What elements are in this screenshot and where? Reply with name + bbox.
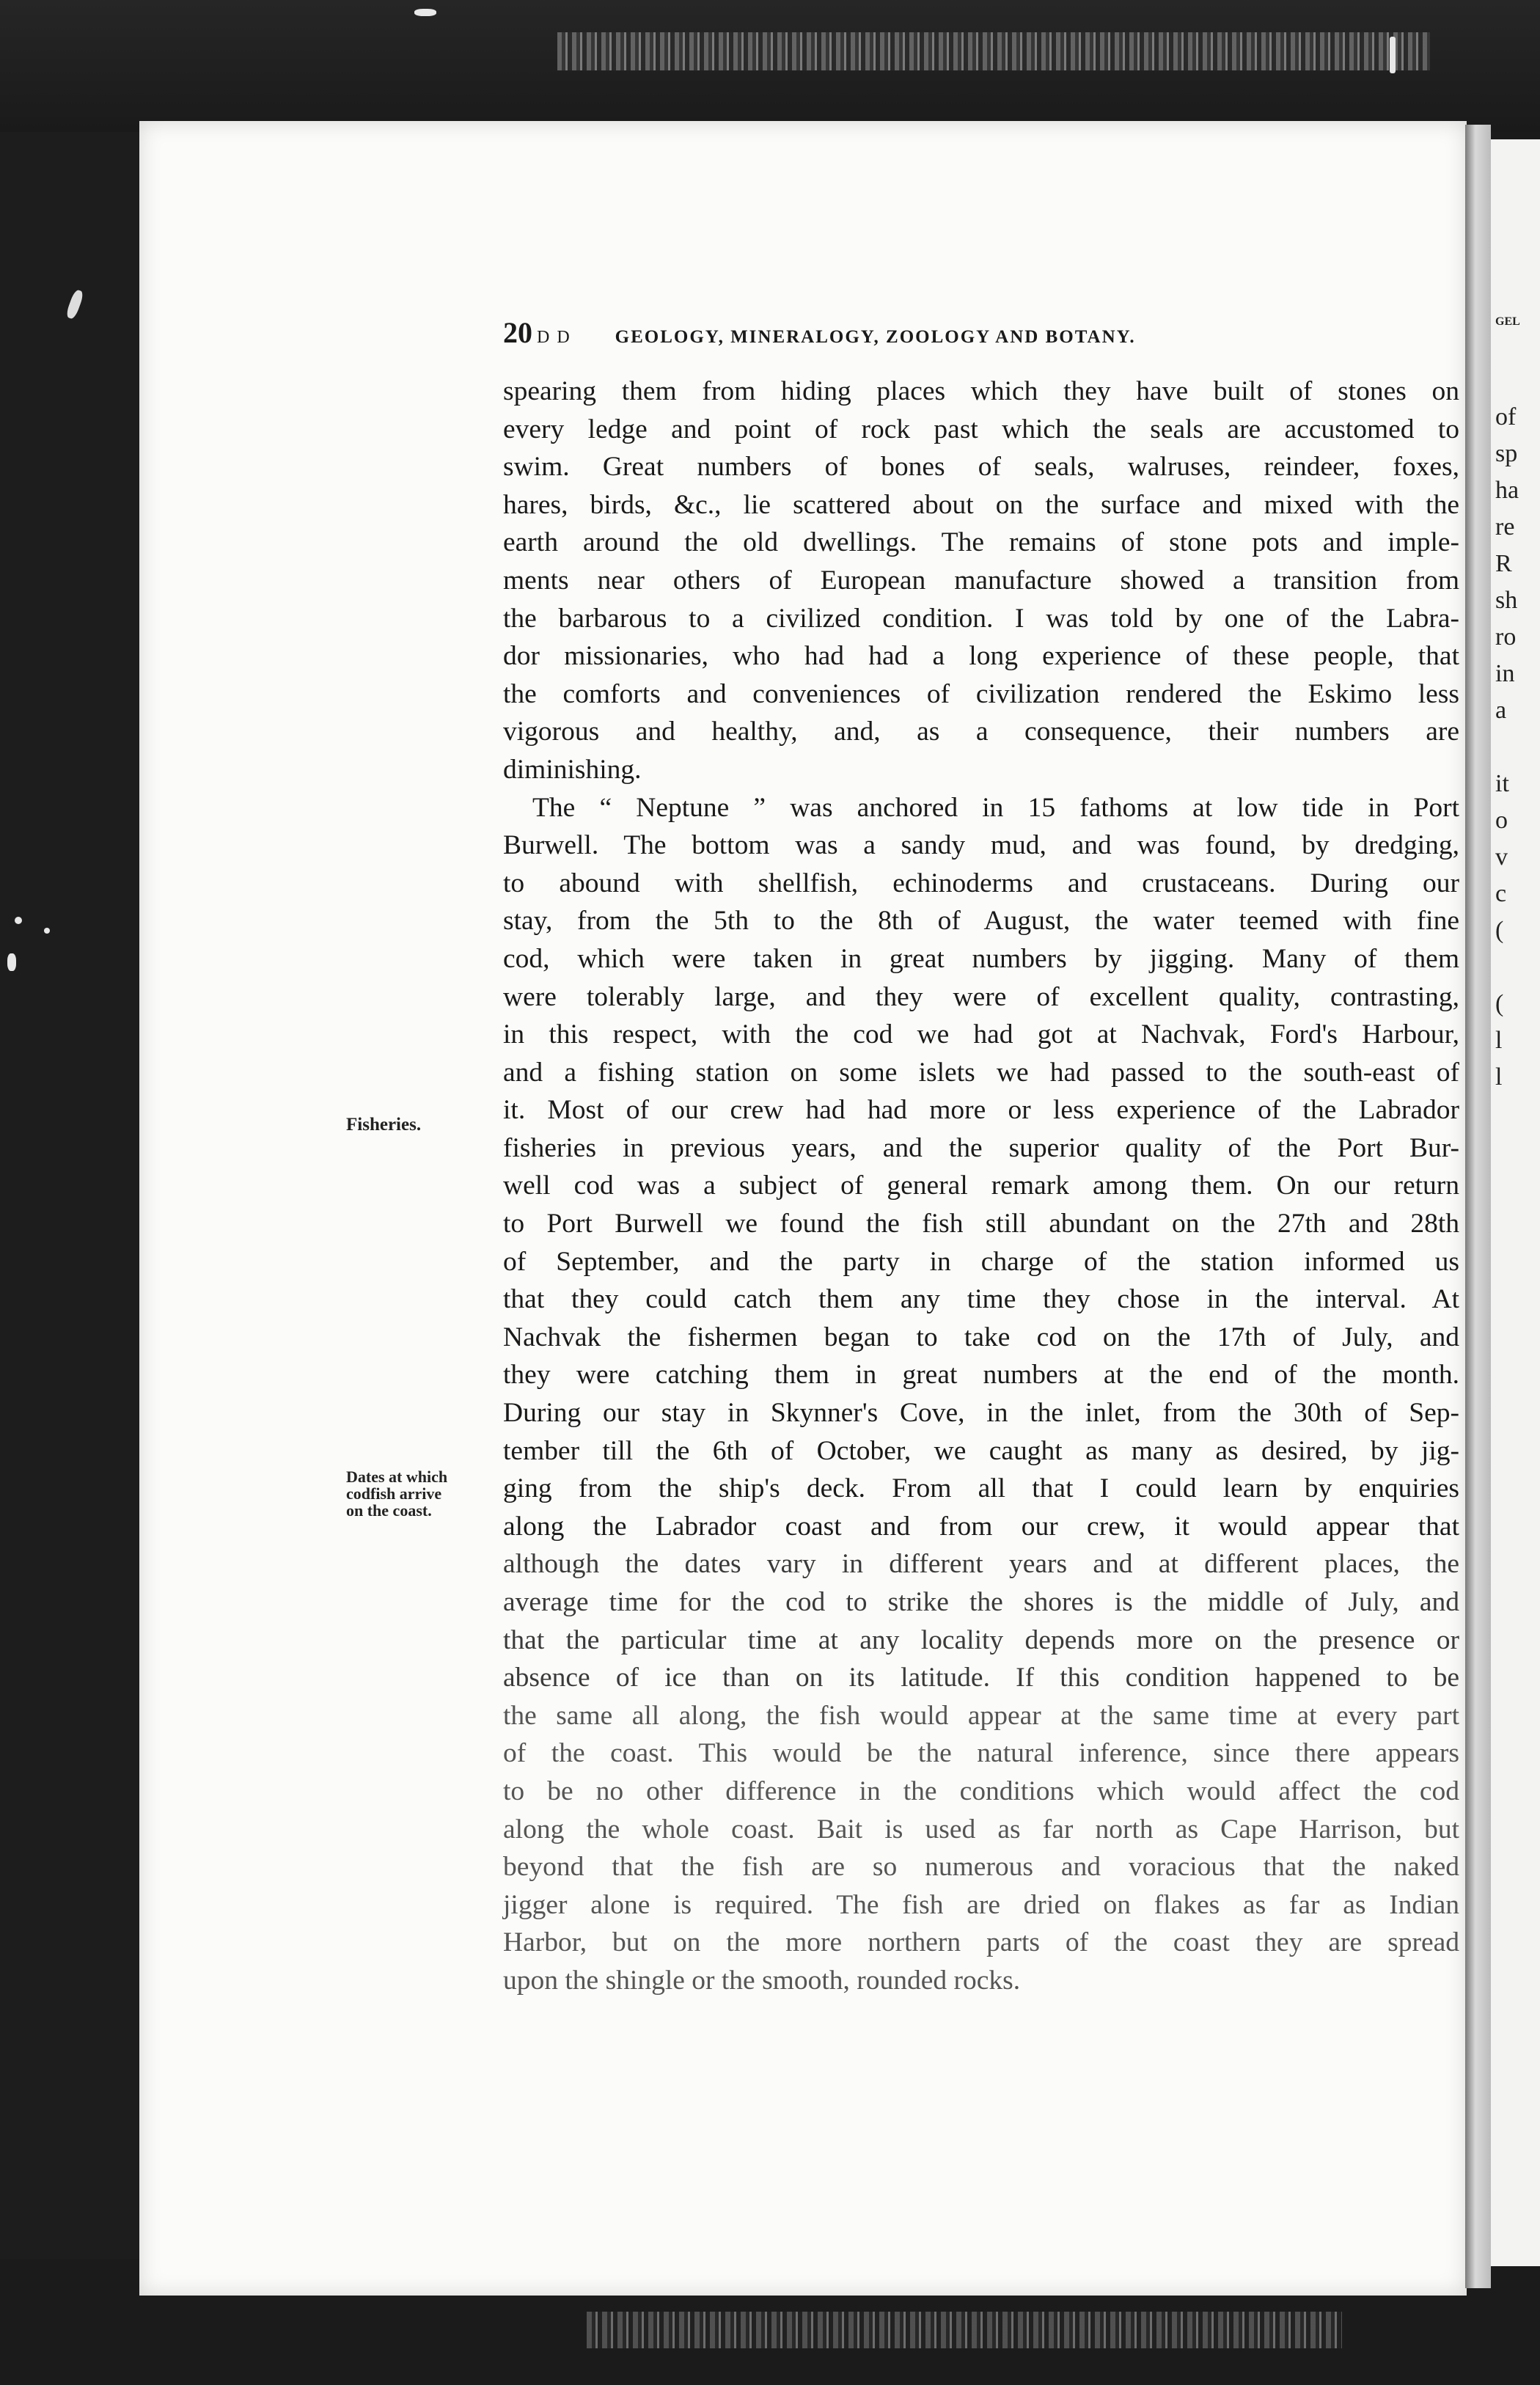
text-line: it. Most of our crew had had more or less experience of the Labrador xyxy=(503,1095,1459,1126)
text-line: the comforts and conveniences of civilization rendered the Eskimo less xyxy=(503,678,1459,709)
facing-page-text: ( xyxy=(1495,990,1504,1017)
sidenote-line: codfish arrive xyxy=(346,1484,442,1503)
text-line: to be no other difference in the conditions which would affect the cod xyxy=(503,1776,1459,1806)
text-line: ments near others of European manufacture showed a transition from xyxy=(503,565,1459,596)
text-line: swim. Great numbers of bones of seals, walruses, reindeer, foxes, xyxy=(503,452,1459,483)
text-line: stay, from the 5th to the 8th of August, the water teemed with fine xyxy=(503,906,1459,937)
text-line: they were catching them in great numbers at the end of the month. xyxy=(503,1360,1459,1391)
text-line: along the Labrador coast and from our crew, it would appear that xyxy=(503,1511,1459,1542)
facing-page-text: ro xyxy=(1495,623,1517,651)
text-line: vigorous and healthy, and, as a consequence, their numbers are xyxy=(503,717,1459,747)
facing-page-text: a xyxy=(1495,697,1507,724)
facing-page-text: ( xyxy=(1495,917,1504,944)
page-gutter-edge xyxy=(1465,125,1491,2288)
facing-page-text: it xyxy=(1495,770,1509,797)
text-line: were tolerably large, and they were of excellent quality, contrasting, xyxy=(503,981,1459,1012)
sidenote-line: on the coast. xyxy=(346,1501,432,1520)
facing-page-text: R xyxy=(1495,550,1512,577)
text-line: fisheries in previous years, and the superior quality of the Port Bur- xyxy=(503,1132,1459,1163)
text-line: the same all along, the fish would appear at the same time at every part xyxy=(503,1700,1459,1731)
text-line: upon the shingle or the smooth, rounded rocks. xyxy=(503,1965,1021,1996)
page-number: 20 xyxy=(503,316,532,349)
facing-page-text: l xyxy=(1495,1027,1503,1054)
paragraph-start-line: The “ Neptune ” was anchored in 15 fathoms at low tide in Port xyxy=(532,792,1459,823)
film-artifact xyxy=(1390,37,1396,73)
text-line: Nachvak the fishermen began to take cod on the 17th of July, and xyxy=(503,1322,1459,1352)
text-line: that the particular time at any locality depends more on the presence or xyxy=(503,1624,1459,1655)
text-line: jigger alone is required. The fish are dried on flakes as far as Indian xyxy=(503,1889,1459,1920)
text-line: to Port Burwell we found the fish still abundant on the 27th and 28th xyxy=(503,1209,1459,1239)
text-line: cod, which were taken in great numbers by jigging. Many of them xyxy=(503,943,1459,974)
film-artifact xyxy=(44,928,50,934)
text-line: dor missionaries, who had had a long experience of these people, that xyxy=(503,641,1459,672)
facing-page-text: o xyxy=(1495,807,1508,834)
text-line: and a fishing station on some islets we had passed to the south-east of xyxy=(503,1057,1459,1088)
text-line: average time for the cod to strike the shores is the middle of July, and xyxy=(503,1587,1459,1617)
text-line: along the whole coast. Bait is used as far north as Cape Harrison, but xyxy=(503,1814,1459,1844)
film-edge-stripe-bottom xyxy=(587,2312,1342,2348)
text-line: well cod was a subject of general remark among them. On our return xyxy=(503,1170,1459,1201)
film-artifact xyxy=(7,953,16,971)
film-artifact xyxy=(15,917,22,924)
text-line: ging from the ship's deck. From all that I could learn by enquiries xyxy=(503,1473,1459,1504)
text-line: earth around the old dwellings. The remains of stone pots and imple- xyxy=(503,527,1459,558)
facing-page-text: in xyxy=(1495,660,1515,687)
facing-page-text: GEL xyxy=(1495,315,1520,328)
text-line: tember till the 6th of October, we caught as many as desired, by jig- xyxy=(503,1435,1459,1466)
body-text xyxy=(503,373,1459,2000)
text-line: although the dates vary in different years and at different places, the xyxy=(503,1549,1459,1580)
sidenote-line: Dates at which xyxy=(346,1468,448,1486)
facing-page-text: sp xyxy=(1495,440,1518,467)
facing-page-text: l xyxy=(1495,1063,1503,1091)
facing-page-text: of xyxy=(1495,403,1517,431)
facing-page-text: sh xyxy=(1495,587,1518,614)
facing-page-text: ha xyxy=(1495,477,1519,504)
facing-page-text: c xyxy=(1495,880,1507,907)
film-edge-stripe xyxy=(557,32,1430,70)
sidenote-fisheries: Fisheries. xyxy=(346,1115,422,1135)
text-line: Burwell. The bottom was a sandy mud, and was found, by dredging, xyxy=(503,830,1459,861)
running-header xyxy=(503,315,1456,352)
text-line: During our stay in Skynner's Cove, in the inlet, from the 30th of Sep- xyxy=(503,1398,1459,1429)
scan-left-margin xyxy=(0,132,139,2259)
text-line: beyond that the fish are so numerous and voracious that the naked xyxy=(503,1852,1459,1883)
section-code: D D xyxy=(537,328,571,347)
facing-page-fragment xyxy=(1491,139,1540,2266)
facing-page-text: v xyxy=(1495,843,1508,871)
text-line: every ledge and point of rock past which the seals are accustomed to xyxy=(503,414,1459,444)
text-line: that they could catch them any time they chose in the interval. At xyxy=(503,1284,1459,1315)
text-line: absence of ice than on its latitude. If this condition happened to be xyxy=(503,1663,1459,1693)
film-artifact xyxy=(414,9,436,16)
text-line: the barbarous to a civilized condition. I was told by one of the Labra- xyxy=(503,603,1459,634)
text-line: in this respect, with the cod we had got at Nachvak, Ford's Harbour, xyxy=(503,1019,1459,1050)
text-line: of September, and the party in charge of the station informed us xyxy=(503,1246,1459,1277)
text-line: to abound with shellfish, echinoderms and crustaceans. During our xyxy=(503,868,1459,898)
sidenote-cod-arrival-dates xyxy=(346,1468,447,1519)
text-line: diminishing. xyxy=(503,754,642,785)
text-line: hares, birds, &c., lie scattered about on the surface and mixed with the xyxy=(503,489,1459,520)
running-title: GEOLOGY, MINERALOGY, ZOOLOGY AND BOTANY. xyxy=(615,327,1136,347)
facing-page-text: re xyxy=(1495,513,1515,541)
text-line: Harbor, but on the more northern parts of the coast they are spread xyxy=(503,1927,1459,1958)
text-line: spearing them from hiding places which they have built of stones on xyxy=(503,376,1459,406)
text-line: of the coast. This would be the natural inference, since there appears xyxy=(503,1738,1459,1769)
